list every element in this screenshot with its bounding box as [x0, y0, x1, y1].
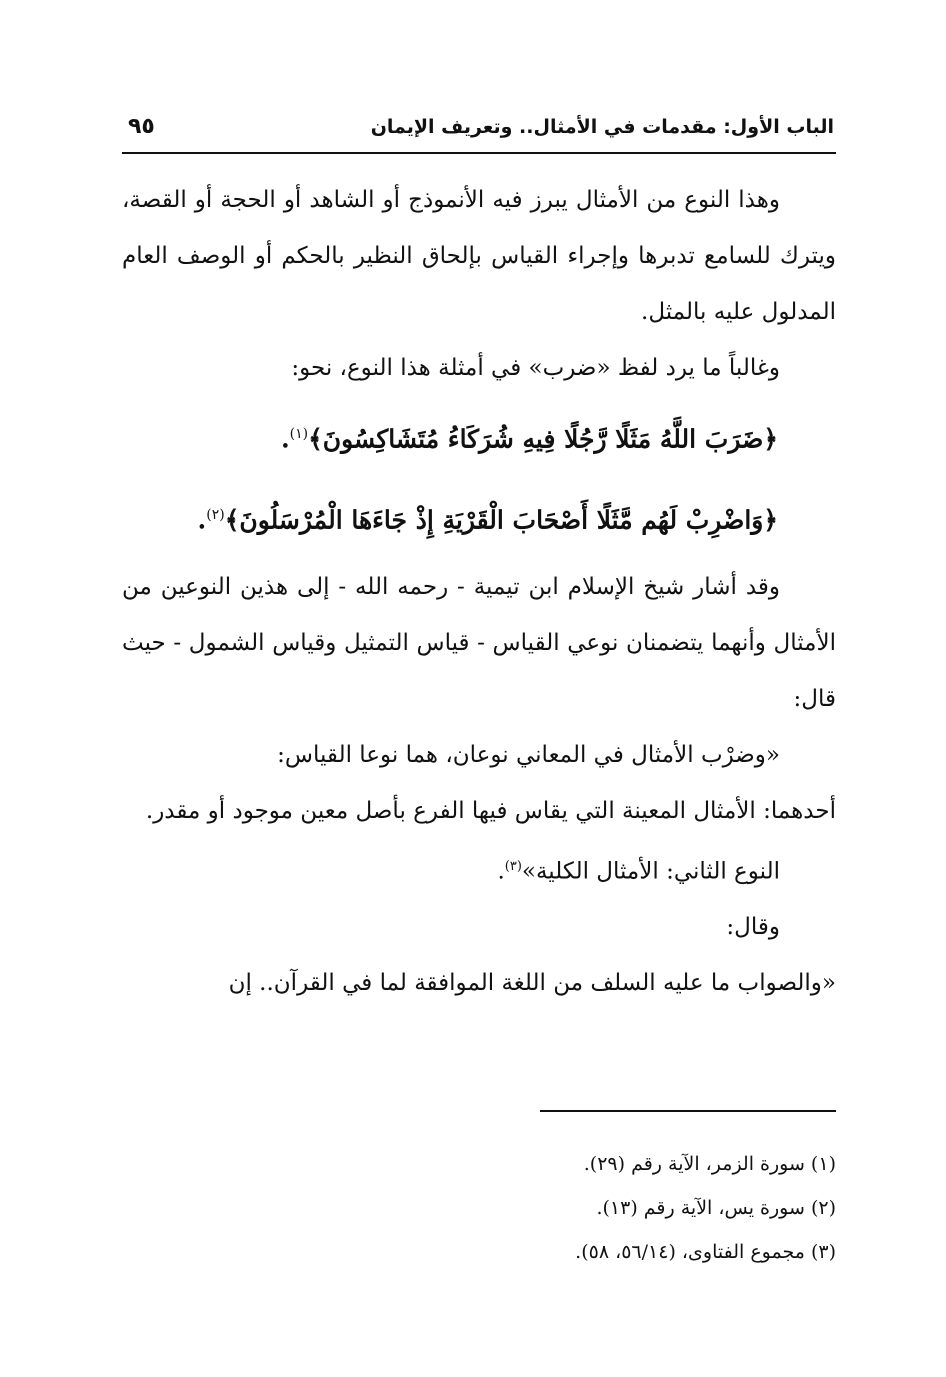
paragraph-5: أحدهما: الأمثال المعينة التي يقاس فيها الفرع بأصل معين موجود أو مقدر. — [145, 797, 836, 824]
running-title: الباب الأول: مقدمات في الأمثال.. وتعريف الإيمان — [370, 116, 834, 138]
verse-2-text: ﴿وَاضْرِبْ لَهُم مَّثَلًا أَصْحَابَ الْقَرْيَةِ إِذْ جَاءَهَا الْمُرْسَلُونَ﴾ — [224, 505, 778, 535]
quran-verse-1 — [122, 396, 836, 477]
paragraph-8: «والصواب ما عليه السلف من اللغة الموافقة لما في القرآن.. إن — [228, 970, 836, 997]
paragraph-6-text: النوع الثاني: الأمثال الكلية» — [521, 858, 780, 885]
verse-2-end: . — [197, 505, 207, 535]
paragraph-6 — [122, 839, 836, 900]
footnote-ref-1: (١) — [289, 426, 309, 442]
verse-1-text: ﴿ضَرَبَ اللَّهُ مَثَلًا رَّجُلًا فِيهِ شُرَكَاءُ مُتَشَاكِسُونَ﴾ — [308, 424, 778, 454]
footnote-ref-2: (٢) — [206, 507, 225, 524]
quran-verse-2 — [122, 477, 836, 558]
verse-1-end: . — [280, 424, 290, 454]
footnote-2: (٢) سورة يس، الآية رقم (١٣). — [596, 1197, 836, 1219]
footnote-ref-3: (٣) — [504, 858, 522, 874]
paragraph-6-end: . — [497, 858, 505, 885]
footnote-1: (١) سورة الزمر، الآية رقم (٢٩). — [583, 1153, 836, 1175]
footnote-separator — [540, 1110, 836, 1112]
paragraph-1: وهذا النوع من الأمثال يبرز فيه الأنموذج أو الشاهد أو الحجة أو القصة، ويترك للسامع تدبرها وإجراء القياس بإلحاق النظير بالحكم أو الوصف العام المدلول عليه بالمثل. — [122, 187, 836, 325]
page-header — [122, 112, 836, 154]
page-number: ٩٥ — [128, 114, 155, 139]
footnotes — [122, 1142, 836, 1274]
paragraph-2: وغالباً ما يرد لفظ «ضرب» في أمثلة هذا النوع، نحو: — [291, 355, 780, 381]
paragraph-4: «وضرْب الأمثال في المعاني نوعان، هما نوعا القياس: — [277, 741, 780, 768]
paragraph-7: وقال: — [726, 914, 780, 941]
footnote-3: (٣) مجموع الفتاوى، (٥٦/١٤، ٥٨). — [575, 1241, 836, 1263]
main-text — [122, 172, 836, 1011]
paragraph-3: وقد أشار شيخ الإسلام ابن تيمية - رحمه الله - إلى هذين النوعين من الأمثال وأنهما يتضمنان نوعي القياس - قياس التمثيل وقياس الشمول - حيث قال: — [122, 573, 836, 712]
